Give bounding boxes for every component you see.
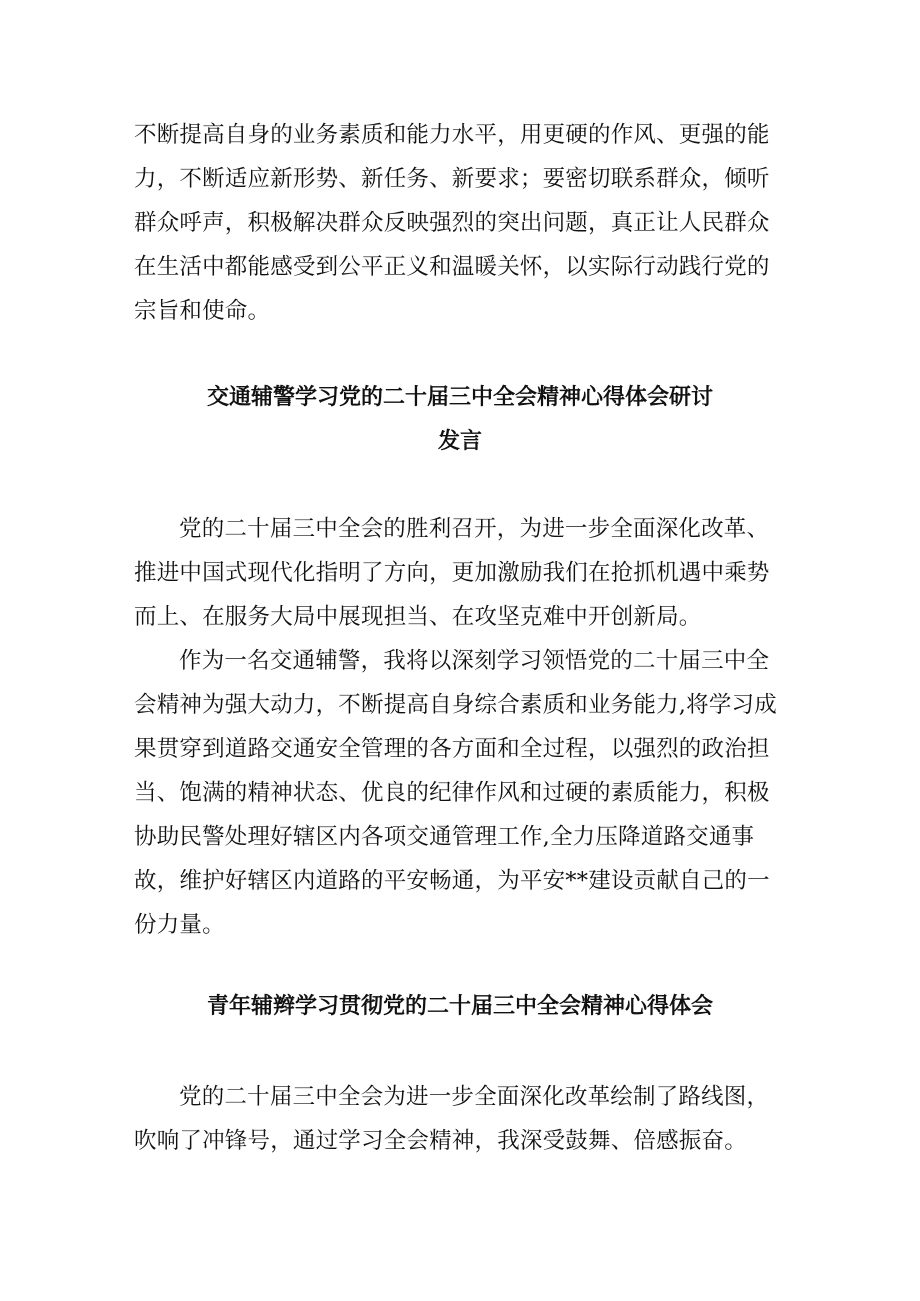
text-line: 力，不断适应新形势、新任务、新要求；要密切联系群众，倾听	[134, 166, 770, 192]
section-heading-2	[100, 985, 820, 1029]
text-line: 会精神为强大动力，不断提高自身综合素质和业务能力,将学习成	[134, 692, 777, 718]
text-line: 协助民警处理好辖区内各项交通管理工作,全力压降道路交通事	[134, 824, 755, 850]
text-line: 党的二十届三中全会为进一步全面深化改革绘制了路线图，	[179, 1084, 770, 1110]
text-line: 党的二十届三中全会的胜利召开，为进一步全面深化改革、	[179, 516, 770, 542]
text-line: 当、饱满的精神状态、优良的纪律作风和过硬的素质能力，积极	[134, 780, 770, 806]
heading-line: 发言	[437, 429, 482, 454]
heading-line: 交通辅警学习党的二十届三中全会精神心得体会研讨	[206, 385, 713, 410]
text-line: 份力量。	[134, 912, 225, 938]
text-line: 不断提高自身的业务素质和能力水平，用更硬的作风、更强的能	[134, 122, 770, 148]
text-line: 在生活中都能感受到公平正义和温暖关怀，以实际行动践行党的	[134, 254, 770, 280]
paragraph-4	[134, 1075, 789, 1163]
text-line: 作为一名交通辅警，我将以深刻学习领悟党的二十届三中全	[179, 648, 770, 674]
text-line: 而上、在服务大局中展现担当、在攻坚克难中开创新局。	[134, 604, 702, 630]
text-line: 吹响了冲锋号，通过学习全会精神，我深受鼓舞、倍感振奋。	[134, 1128, 747, 1154]
text-line: 故，维护好辖区内道路的平安畅通，为平安**建设贡献自己的一	[134, 868, 770, 894]
text-line: 果贯穿到道路交通安全管理的各方面和全过程，以强烈的政治担	[134, 736, 770, 762]
heading-line: 青年辅辫学习贯彻党的二十届三中全会精神心得体会	[206, 994, 713, 1019]
section-heading-1	[100, 376, 820, 464]
text-line: 推进中国式现代化指明了方向，更加激励我们在抢抓机遇中乘势	[134, 560, 770, 586]
text-line: 宗旨和使命。	[134, 298, 271, 324]
text-line: 群众呼声，积极解决群众反映强烈的突出问题，真正让人民群众	[134, 210, 770, 236]
paragraph-3	[134, 639, 789, 947]
paragraph-1	[134, 113, 789, 333]
paragraph-2	[134, 507, 789, 639]
